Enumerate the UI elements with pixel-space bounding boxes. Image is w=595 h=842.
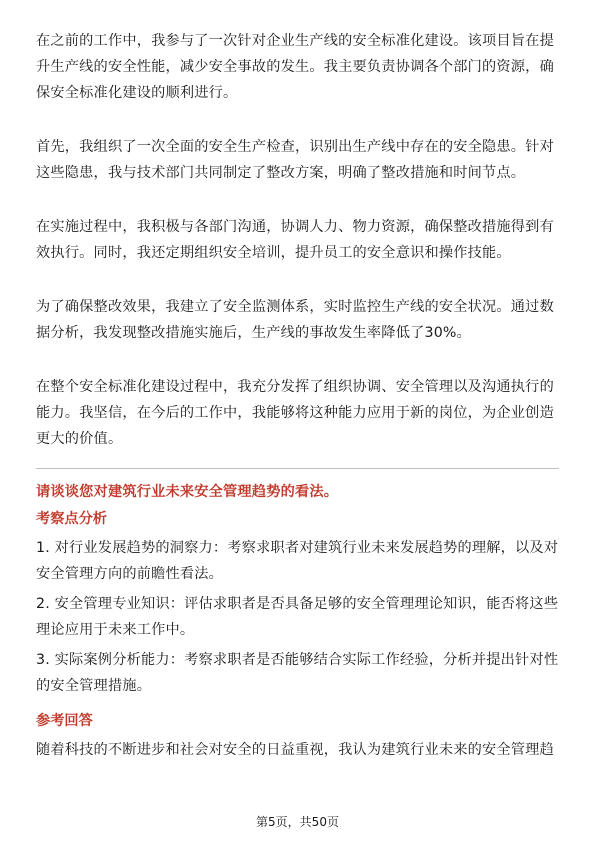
analysis-item: 1. 对行业发展趋势的洞察力：考察求职者对建筑行业未来发展趋势的理解，以及对安全管理方向的前瞻性看法。 (36, 540, 559, 582)
analysis-item: 3. 实际案例分析能力：考察求职者是否能够结合实际工作经验，分析并提出针对性的安全管理措施。 (36, 652, 559, 694)
answer-heading: 参考回答 (36, 713, 93, 729)
analysis-heading: 考察点分析 (36, 511, 107, 527)
document-body (36, 28, 559, 763)
answer-text: 随着科技的不断进步和社会对安全的日益重视，我认为建筑行业未来的安全管理趋 (36, 742, 554, 758)
analysis-item: 2. 安全管理专业知识：评估求职者是否具备足够的安全管理理论知识，能否将这些理论应用于未来工作中。 (36, 596, 559, 638)
section-divider (36, 468, 559, 469)
paragraph: 在整个安全标准化建设过程中，我充分发挥了组织协调、安全管理以及沟通执行的能力。我坚信，在今后的工作中，我能够将这种能力应用于新的岗位，为企业创造更大的价值。 (36, 379, 554, 447)
paragraph: 为了确保整改效果，我建立了安全监测体系，实时监控生产线的安全状况。通过数据分析，我发现整改措施实施后，生产线的事故发生率降低了30%。 (36, 299, 554, 341)
paragraph: 首先，我组织了一次全面的安全生产检查，识别出生产线中存在的安全隐患。针对这些隐患，我与技术部门共同制定了整改方案，明确了整改措施和时间节点。 (36, 139, 554, 181)
paragraph: 在实施过程中，我积极与各部门沟通，协调人力、物力资源，确保整改措施得到有效执行。同时，我还定期组织安全培训，提升员工的安全意识和操作技能。 (36, 219, 554, 261)
paragraph: 在之前的工作中，我参与了一次针对企业生产线的安全标准化建设。该项目旨在提升生产线的安全性能，减少安全事故的发生。我主要负责协调各个部门的资源，确保安全标准化建设的顺利进行。 (36, 33, 554, 101)
interview-question: 请谈谈您对建筑行业未来安全管理趋势的看法。 (36, 484, 339, 500)
page-number: 第5页，共50页 (256, 815, 339, 829)
